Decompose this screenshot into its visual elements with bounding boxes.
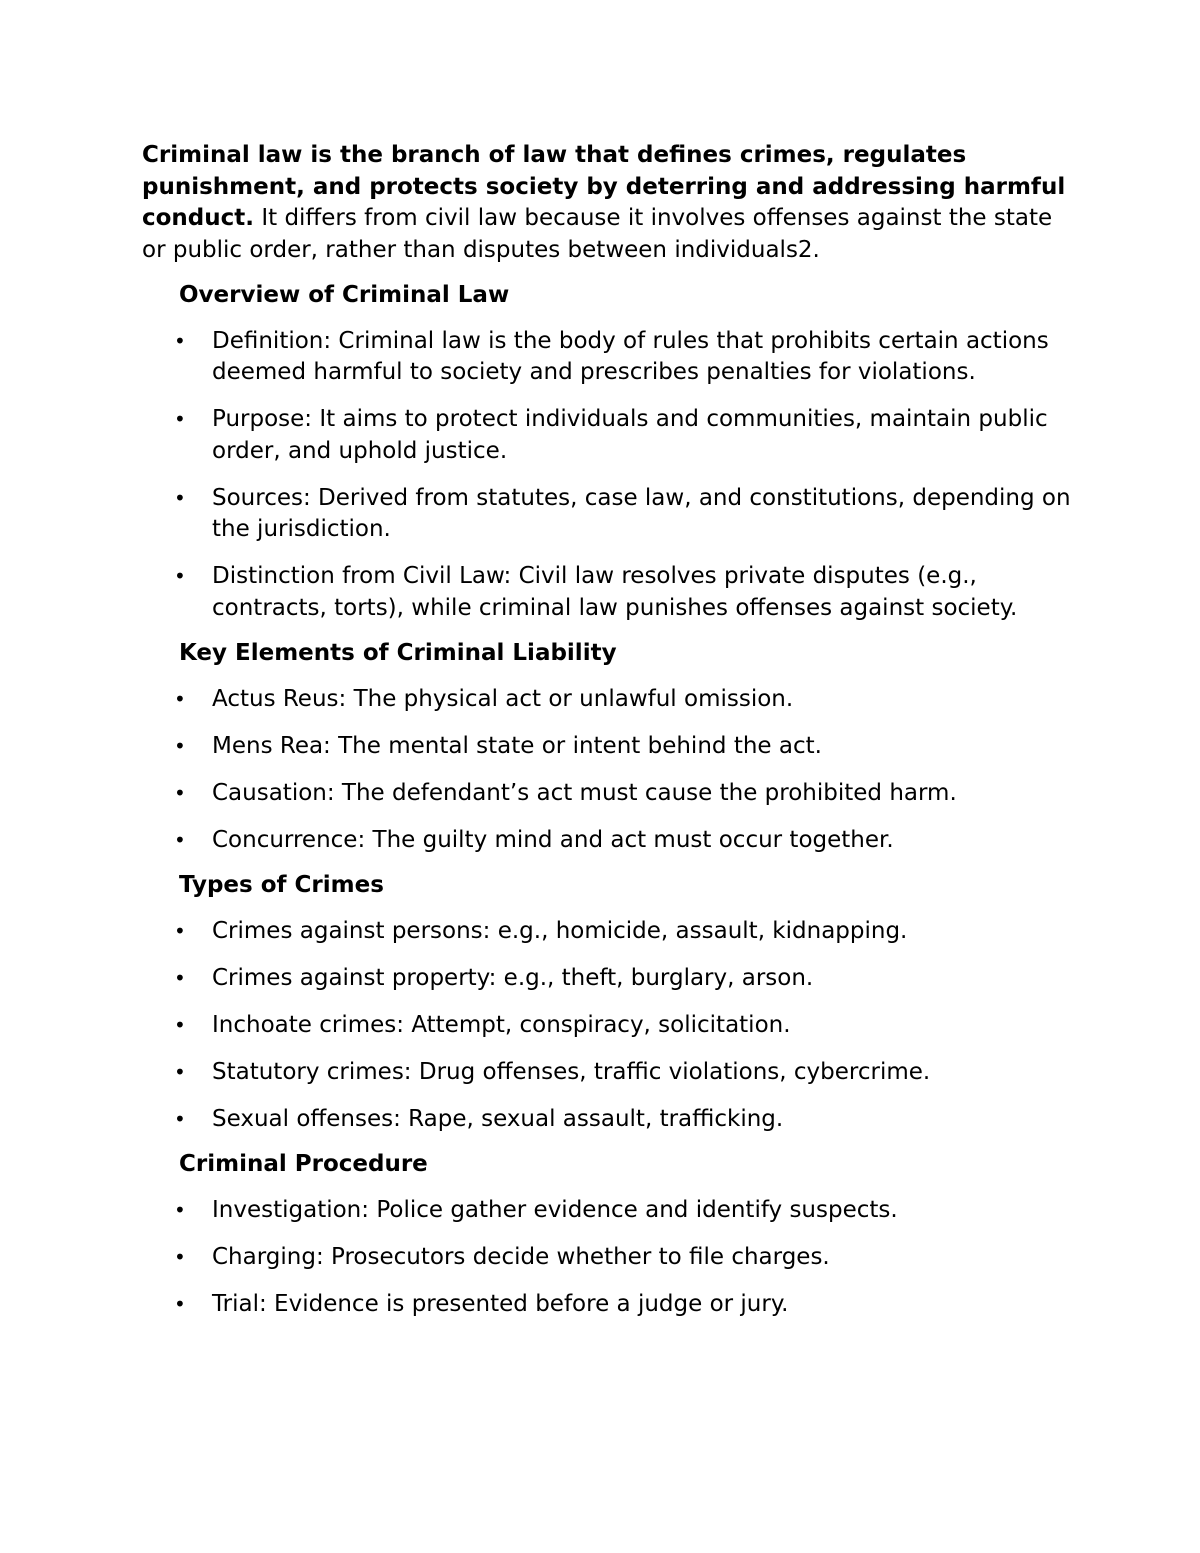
list-item [142, 1104, 1072, 1136]
list-item [142, 1195, 1072, 1227]
sections-container [142, 280, 1072, 1320]
bullet-icon: • [174, 965, 186, 990]
list-item-text: Actus Reus: The physical act or unlawful omission. [212, 685, 794, 712]
list-item [142, 404, 1072, 467]
bullet-icon: • [174, 1012, 186, 1037]
section-heading: Criminal Procedure [179, 1151, 428, 1177]
list-item [142, 916, 1072, 948]
bullet-icon: • [174, 780, 186, 805]
intro-regular-text: It differs from civil law because it involves offenses against the state or public order, rather than disputes between individuals2. [142, 205, 1053, 263]
bullet-list [142, 684, 1072, 857]
bullet-icon: • [174, 1244, 186, 1269]
bullet-icon: • [174, 827, 186, 852]
list-item-text: Mens Rea: The mental state or intent behind the act. [212, 732, 822, 759]
list-item [142, 1289, 1072, 1321]
bullet-icon: • [174, 485, 186, 510]
list-item-text: Concurrence: The guilty mind and act must occur together. [212, 826, 894, 853]
list-item [142, 778, 1072, 810]
list-item-text: Inchoate crimes: Attempt, conspiracy, solicitation. [212, 1011, 791, 1038]
intro-paragraph [142, 140, 1072, 266]
list-item [142, 1010, 1072, 1042]
bullet-icon: • [174, 407, 186, 431]
list-item [142, 483, 1072, 546]
list-item-text: Definition: Criminal law is the body of rules that prohibits certain actions deemed harmful to society and prescribes penalties for violations. [212, 327, 1049, 385]
list-item [142, 731, 1072, 763]
list-item [142, 561, 1072, 624]
list-item [142, 963, 1072, 995]
section-heading: Key Elements of Criminal Liability [179, 640, 617, 666]
bullet-icon: • [174, 1059, 186, 1084]
document-page [142, 140, 1072, 1334]
list-item-text: Crimes against property: e.g., theft, burglary, arson. [212, 964, 814, 991]
intro-bold-text: Criminal law is the branch of law that defines crimes, regulates punishment, and protects society by deterring and addressing harmful conduct. [142, 142, 1066, 231]
bullet-icon: • [174, 1291, 186, 1316]
list-item [142, 684, 1072, 716]
list-item-text: Causation: The defendant’s act must cause the prohibited harm. [212, 779, 957, 806]
bullet-list [142, 1195, 1072, 1321]
bullet-icon: • [174, 1197, 186, 1222]
list-item-text: Investigation: Police gather evidence and identify suspects. [212, 1196, 898, 1223]
bullet-icon: • [174, 328, 186, 353]
list-item-text: Distinction from Civil Law: Civil law resolves private disputes (e.g., contracts, torts), while criminal law punishes offenses against society. [212, 563, 1018, 621]
list-item-text: Sources: Derived from statutes, case law, and constitutions, depending on the jurisdiction. [212, 484, 1071, 542]
bullet-icon: • [174, 918, 186, 943]
list-item-text: Statutory crimes: Drug offenses, traffic violations, cybercrime. [212, 1058, 931, 1085]
bullet-list [142, 916, 1072, 1136]
bullet-icon: • [174, 733, 186, 758]
list-item-text: Sexual offenses: Rape, sexual assault, trafficking. [212, 1105, 784, 1132]
list-item [142, 825, 1072, 857]
bullet-list [142, 326, 1072, 625]
bullet-icon: • [174, 564, 186, 588]
list-item [142, 1242, 1072, 1274]
list-item-text: Crimes against persons: e.g., homicide, assault, kidnapping. [212, 917, 908, 944]
list-item-text: Charging: Prosecutors decide whether to file charges. [212, 1243, 830, 1270]
list-item-text: Trial: Evidence is presented before a judge or jury. [212, 1290, 789, 1317]
list-item [142, 326, 1072, 389]
section-heading: Overview of Criminal Law [179, 282, 510, 308]
bullet-icon: • [174, 1106, 186, 1131]
section-heading: Types of Crimes [179, 872, 384, 898]
bullet-icon: • [174, 686, 186, 711]
list-item-text: Purpose: It aims to protect individuals and communities, maintain public order, and uphold justice. [212, 406, 1048, 464]
list-item [142, 1057, 1072, 1089]
